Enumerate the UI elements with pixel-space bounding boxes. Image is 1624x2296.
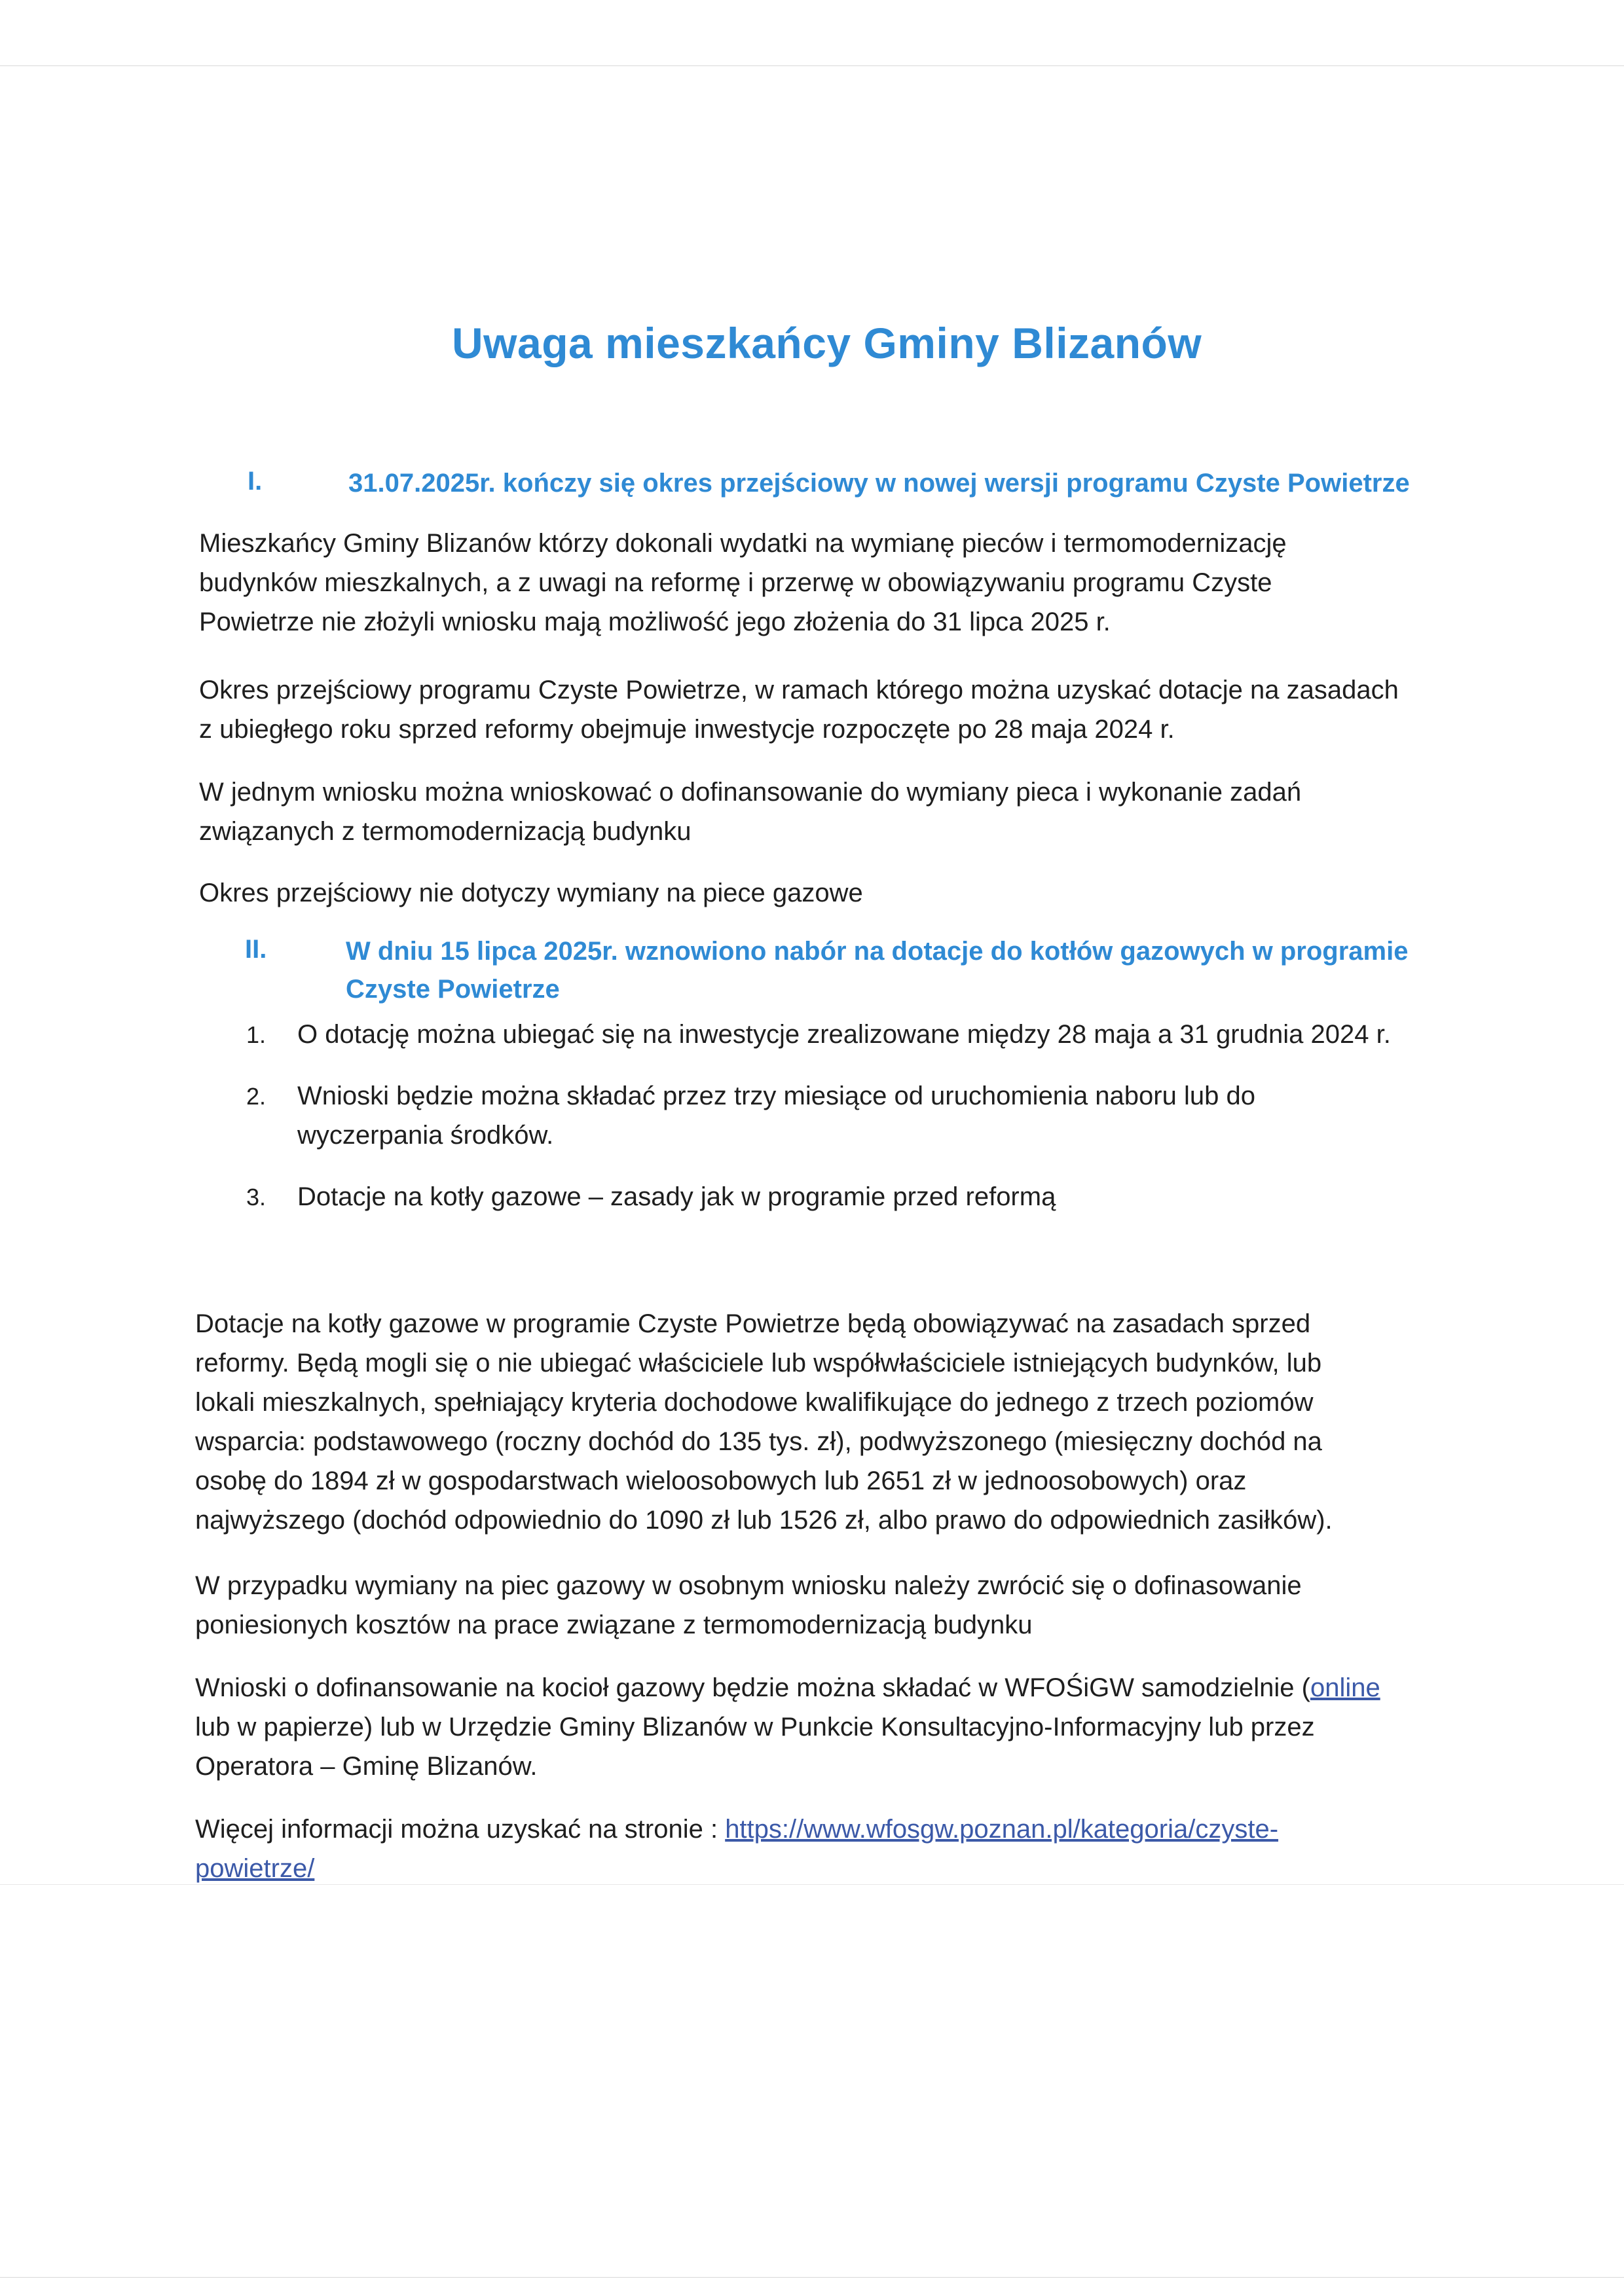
wfosgw-url-link[interactable]: https://www.wfosgw.poznan.pl/kategoria/czyste- [725, 1815, 1279, 1844]
text-line [195, 1849, 1278, 1888]
wfosgw-url-link-continued[interactable]: powietrze/ [195, 1854, 315, 1883]
text-line: Mieszkańcy Gminy Blizanów którzy dokonali wydatki na wymianę pieców i termomodernizację [199, 529, 1287, 558]
text-line: Okres przejściowy nie dotyczy wymiany na piece gazowe [199, 879, 863, 907]
text-line: najwyższego (dochód odpowiednio do 1090 zł lub 1526 zł, albo prawo do odpowiednich zasiłków). [195, 1506, 1333, 1535]
paragraph-gas-exclusion [199, 873, 863, 913]
online-link[interactable]: online [1310, 1673, 1380, 1702]
text-line: wyczerpania środków. [297, 1121, 554, 1150]
text-line: Dotacje na kotły gazowe w programie Czyste Powietrze będą obowiązywać na zasadach sprzed [195, 1309, 1311, 1338]
paragraph-more-info [195, 1810, 1278, 1888]
section-1-heading: 31.07.2025r. kończy się okres przejściowy w nowej wersji programu Czyste Powietrze [348, 469, 1410, 498]
text-line: lub w papierze) lub w Urzędzie Gminy Blizanów w Punkcie Konsultacyjno-Informacyjny lub przez [195, 1713, 1315, 1741]
text-line: Operatora – Gminę Blizanów. [195, 1752, 538, 1781]
section-2-heading [346, 932, 1408, 1008]
text-segment: Więcej informacji można uzyskać na stronie : [195, 1815, 726, 1844]
text-line: W przypadku wymiany na piec gazowy w osobnym wniosku należy zwrócić się o dofinasowanie [195, 1571, 1302, 1600]
paragraph-gas-boiler-rules [195, 1304, 1333, 1540]
text-line: osobę do 1894 zł w gospodarstwach wieloosobowych lub 2651 zł w jednoosobowych) oraz [195, 1467, 1247, 1495]
text-line: lokali mieszkalnych, spełniający kryteria dochodowe kwalifikujące do jednego z trzech poziomów [195, 1388, 1314, 1417]
paragraph-separate-application [195, 1566, 1302, 1645]
heading-line: W dniu 15 lipca 2025r. wznowiono nabór na dotacje do kotłów gazowych w programie [346, 937, 1409, 966]
list-number: 3. [246, 1184, 267, 1211]
text-line: O dotację można ubiegać się na inwestycje zrealizowane między 28 maja a 31 grudnia 2024 r. [297, 1020, 1391, 1049]
text-line: Okres przejściowy programu Czyste Powietrze, w ramach którego można uzyskać dotacje na zasadach [199, 676, 1399, 704]
page-title: Uwaga mieszkańcy Gminy Blizanów [452, 319, 1202, 367]
scan-edge-bottom [0, 2277, 1624, 2278]
text-line: związanych z termomodernizacją budynku [199, 817, 692, 846]
paragraph-eligibility [199, 524, 1287, 642]
text-line: z ubiegłego roku sprzed reformy obejmuje inwestycje rozpoczęte po 28 maja 2024 r. [199, 715, 1175, 744]
paragraph-how-to-apply [195, 1668, 1380, 1786]
text-line: poniesionych kosztów na prace związane z termomodernizacją budynku [195, 1611, 1033, 1639]
paragraph-transition-period [199, 670, 1399, 749]
list-number: 2. [246, 1083, 267, 1110]
list-item [297, 1076, 1255, 1155]
paragraph-single-application [199, 773, 1301, 851]
scan-edge-top [0, 65, 1624, 66]
text-line: reformy. Będą mogli się o nie ubiegać właściciele lub współwłaściciele istniejących budynków, lub [195, 1349, 1322, 1377]
text-line [195, 1810, 1278, 1849]
heading-line: Czyste Powietrze [346, 975, 560, 1004]
list-item [297, 1177, 1056, 1216]
text-line: W jednym wniosku można wnioskować o dofinansowanie do wymiany pieca i wykonanie zadań [199, 778, 1302, 807]
section-2-numeral: II. [245, 935, 267, 964]
text-line: Wnioski będzie można składać przez trzy miesiące od uruchomienia naboru lub do [297, 1082, 1255, 1110]
text-line: Powietrze nie złożyli wniosku mają możliwość jego złożenia do 31 lipca 2025 r. [199, 608, 1111, 636]
text-line [195, 1668, 1380, 1707]
list-number: 1. [246, 1021, 267, 1048]
text-segment: Wnioski o dofinansowanie na kocioł gazowy będzie można składać w WFOŚiGW samodzielnie ( [195, 1673, 1310, 1702]
list-item [297, 1015, 1391, 1054]
text-line: Dotacje na kotły gazowe – zasady jak w programie przed reformą [297, 1182, 1056, 1211]
text-line: wsparcia: podstawowego (roczny dochód do 135 tys. zł), podwyższonego (miesięczny dochód na [195, 1427, 1322, 1456]
text-line: budynków mieszkalnych, a z uwagi na reformę i przerwę w obowiązywaniu programu Czyste [199, 568, 1272, 597]
section-1-numeral: I. [248, 467, 263, 496]
